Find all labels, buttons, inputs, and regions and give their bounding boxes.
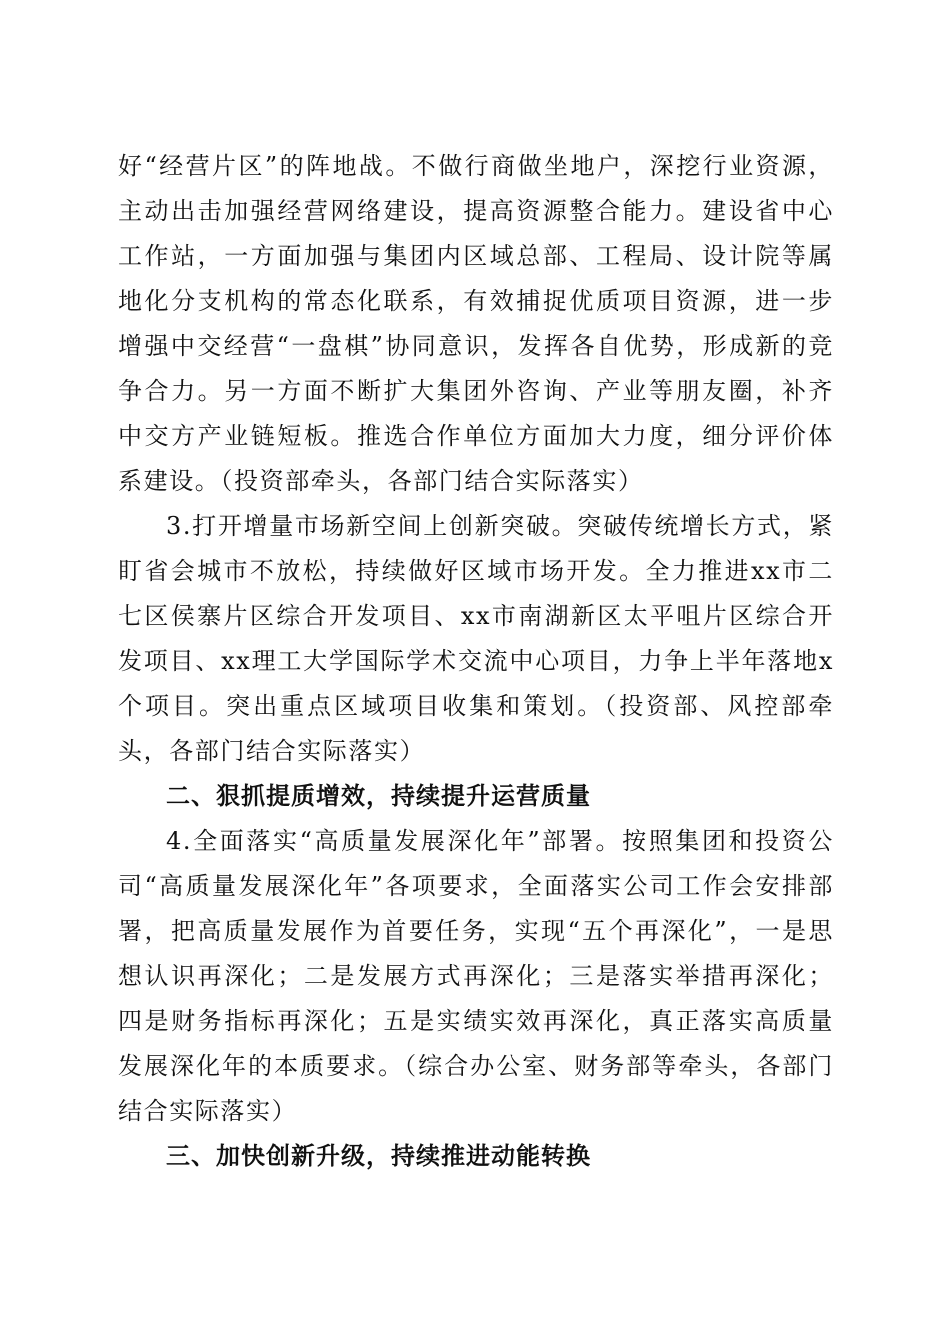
paragraph-item-3: 3.打开增量市场新空间上创新突破。突破传统增长方式，紧盯省会城市不放松，持续做好区域市场开发。全力推进xx市二七区侯寨片区综合开发项目、xx市南湖新区太平咀片区综合开发项目、xx理工大学国际学术交流中心项目，力争上半年落地x个项目。突出重点区域项目收集和策划。（投资部、风控部牵头，各部门结合实际落实） xyxy=(118,512,834,765)
paragraph-item-4: 4.全面落实“高质量发展深化年”部署。按照集团和投资公司“高质量发展深化年”各项要求，全面落实公司工作会安排部署，把高质量发展作为首要任务，实现“五个再深化”，一是思想认识再深化；二是发展方式再深化；三是落实举措再深化；四是财务指标再深化；五是实绩实效再深化，真正落实高质量发展深化年的本质要求。（综合办公室、财务部等牵头，各部门结合实际落实） xyxy=(118,827,834,1125)
paragraph-business-area: 好“经营片区”的阵地战。不做行商做坐地户，深挖行业资源，主动出击加强经营网络建设，提高资源整合能力。建设省中心工作站，一方面加强与集团内区域总部、工程局、设计院等属地化分支机构的常态化联系，有效捕捉优质项目资源，进一步增强中交经营“一盘棋”协同意识，发挥各自优势，形成新的竞争合力。另一方面不断扩大集团外咨询、产业等朋友圈，补齐中交方产业链短板。推选合作单位方面加大力度，细分评价体系建设。（投资部牵头，各部门结合实际落实） xyxy=(118,152,834,495)
section-heading-3: 三、加快创新升级，持续推进动能转换 xyxy=(166,1142,591,1170)
document-body xyxy=(118,144,834,1179)
section-heading-2: 二、狠抓提质增效，持续提升运营质量 xyxy=(166,782,591,810)
